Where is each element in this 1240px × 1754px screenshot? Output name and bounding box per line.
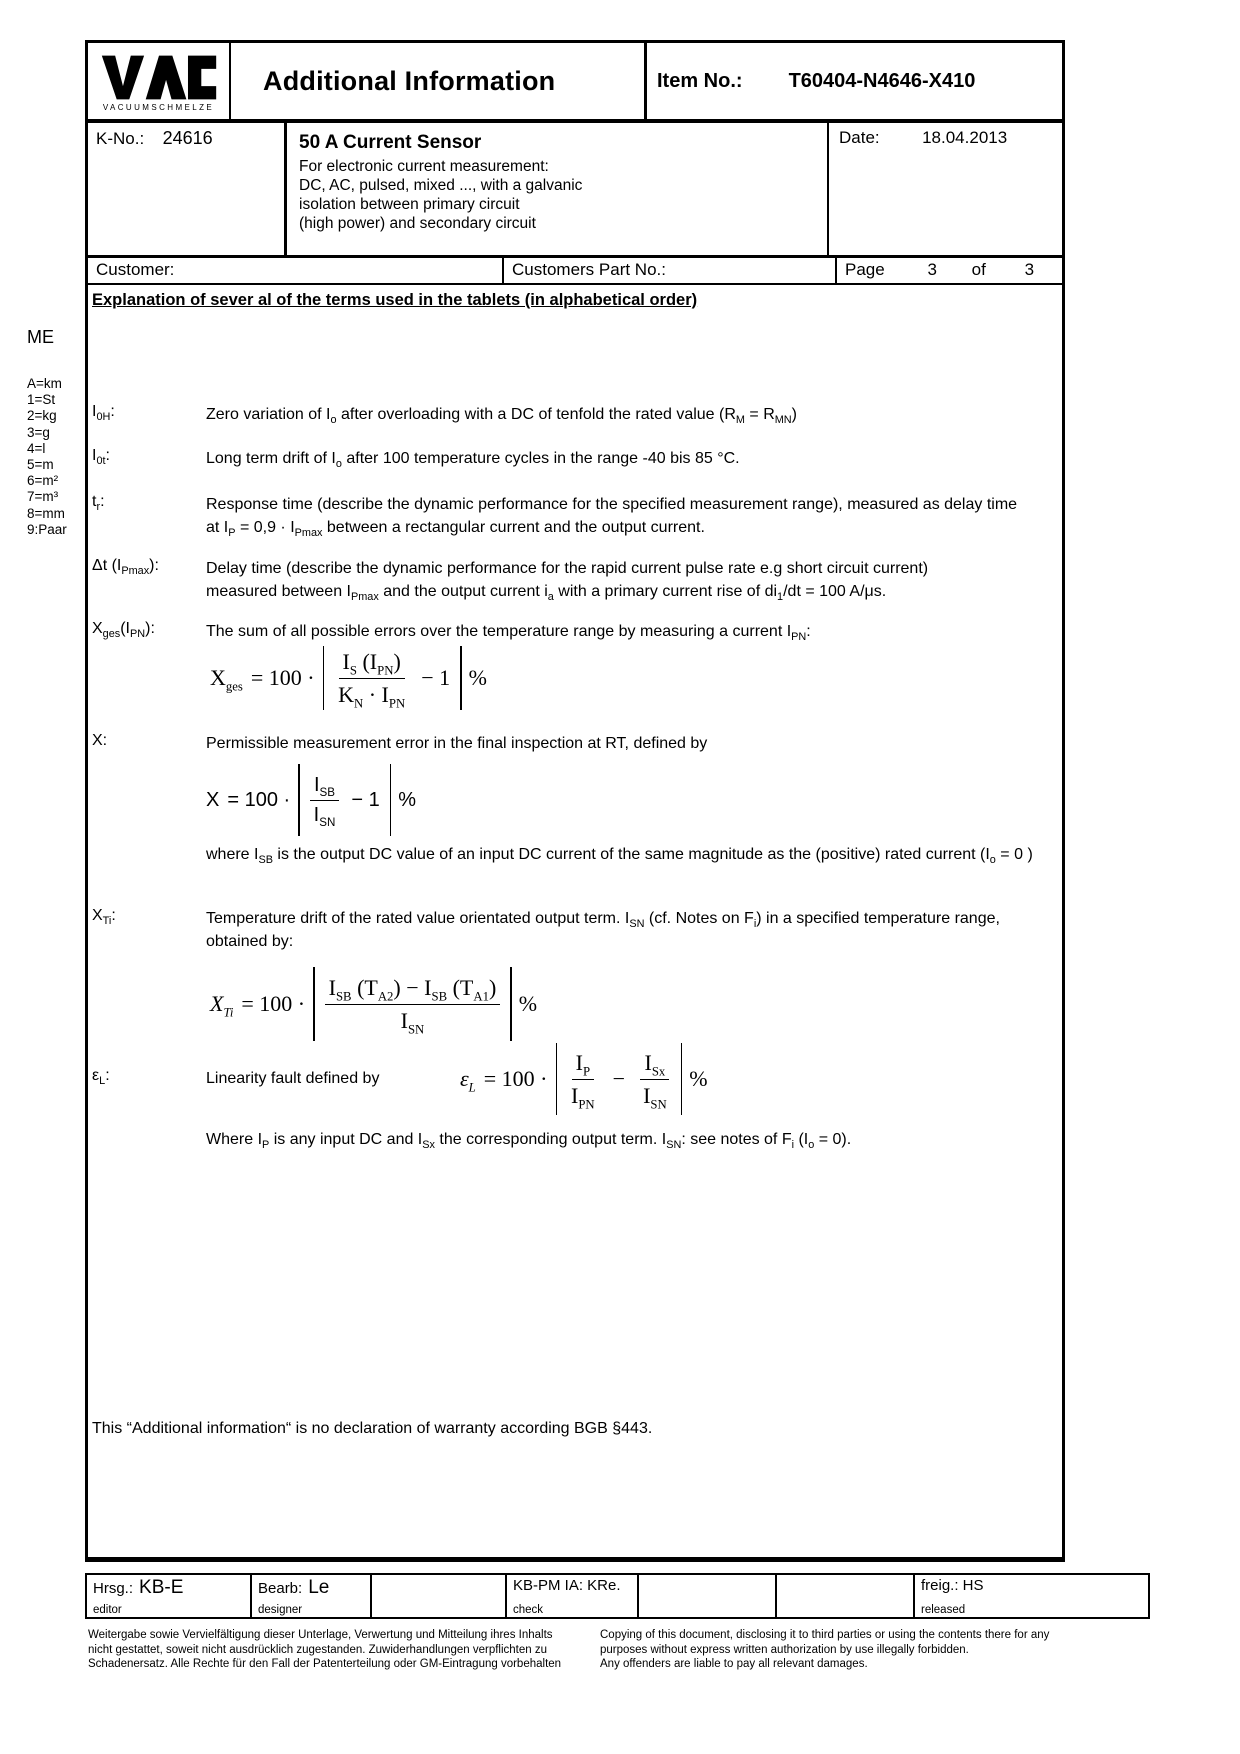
text-x: Permissible measurement error in the final inspection at RT, defined by: [206, 735, 708, 752]
fraction-numerator: $I_S$ $(I_{PN})$: [339, 649, 405, 679]
sign-role: released: [921, 1604, 966, 1616]
warranty-note: This “Additional information“ is no declaration of warranty according BGB §443.: [92, 1420, 653, 1437]
product-description-cell: [284, 123, 829, 255]
abs-bar: [460, 646, 462, 710]
product-title: 50 A Current Sensor: [299, 132, 482, 153]
fraction-numerator: $I_{SB}$: [310, 774, 339, 801]
sign-label: Hrsg.:: [93, 1580, 134, 1597]
xti-formula-unit: %: [518, 991, 538, 1016]
page-label: Page: [845, 260, 885, 279]
legal-en-line: Any offenders are liable to pay all relevant damages.: [600, 1658, 868, 1671]
item-no-label: Item No.:: [657, 69, 743, 92]
text-tr: [206, 493, 1051, 539]
header-row: [88, 43, 1062, 123]
xges-formula-fraction: [334, 649, 409, 708]
text-tr-line1: Response time (describe the dynamic performance for the specified measurement range), measured as delay time: [206, 496, 1018, 513]
xti-formula-lhs: $X_{Ti}$: [210, 991, 234, 1020]
legal-de-line: Weitergabe sowie Vervielfältigung dieser Unterlage, Verwertung und Mitteilung ihres Inhalts: [88, 1629, 553, 1641]
x-formula: [206, 764, 416, 836]
x-formula-unit: %: [398, 788, 416, 811]
fraction-numerator: $I_{Sx}$: [640, 1050, 669, 1080]
date-cell: [829, 123, 1062, 255]
xges-formula-lhs: $X_{ges}$: [210, 665, 243, 694]
date-label: Date:: [839, 128, 880, 147]
xges-formula-eq: = 100 ·: [250, 665, 315, 690]
margin-unit-legend: [27, 376, 67, 538]
el-formula-eq: = 100 ·: [483, 1066, 548, 1091]
unit-legend-item: 1=St: [27, 392, 56, 408]
item-no-cell: [647, 43, 1062, 119]
margin-me-code: ME: [27, 327, 54, 347]
date-value: 18.04.2013: [922, 128, 1008, 147]
logo-wordmark: VACUUMSCHMELZE: [102, 103, 215, 112]
term-i0t: $I_{0t}$:: [92, 447, 110, 468]
fraction-denominator: $I_{SN}$: [313, 803, 336, 829]
sign-role: editor: [93, 1604, 122, 1616]
el-formula-fraction2: [639, 1050, 671, 1109]
term-i0h: $I_{0H}$:: [92, 403, 115, 424]
text-xges: The sum of all possible errors over the temperature range by measuring a current $I_{PN}$:: [206, 623, 811, 644]
k-no-value: 24616: [162, 128, 213, 148]
sign-role: check: [513, 1604, 544, 1616]
term-dt: Δt $(I_{Pmax})$:: [92, 557, 159, 578]
sign-cell-released: [915, 1575, 1148, 1617]
unit-legend-item: 3=g: [27, 424, 50, 440]
sign-cell-designer: [252, 1575, 372, 1617]
xti-formula-fraction: [325, 975, 501, 1034]
unit-legend-item: A=km: [27, 376, 62, 391]
text-el-lead: Linearity fault defined by: [206, 1070, 380, 1087]
el-formula: [460, 1043, 708, 1115]
signature-table: [85, 1573, 1150, 1619]
x-formula-tail: − 1: [351, 788, 380, 811]
note-x: where $I_{SB}$ is the output DC value of an input DC current of the same magnitude as the (positive) rated current ($I_o = 0$ ): [206, 846, 1033, 867]
unit-legend-item: 5=m: [27, 457, 54, 473]
product-desc-line: (high power) and secondary circuit: [299, 215, 536, 232]
product-desc-line: DC, AC, pulsed, mixed ..., with a galvanic: [299, 177, 583, 194]
unit-legend-item: 8=mm: [27, 505, 65, 521]
abs-bar: [298, 764, 300, 836]
logo-cell: [88, 43, 231, 119]
xges-formula-unit: %: [468, 665, 487, 690]
term-xges: $X_{ges}(I_{PN})$:: [92, 620, 155, 641]
fraction-denominator: $I_{SN}$: [400, 1007, 425, 1036]
text-dt-line2: measured between $I_{Pmax}$ and the output current $i_a$ with a primary current rise of $di_1/dt = 100$ A/μs.: [206, 583, 887, 604]
unit-legend-item: 6=m²: [27, 473, 59, 489]
term-el: $\varepsilon_L$:: [92, 1067, 110, 1088]
unit-legend-item: 9:Paar: [27, 521, 67, 537]
el-formula-minus: −: [612, 1066, 626, 1091]
text-xti-line2: obtained by:: [206, 933, 294, 950]
text-i0t: Long term drift of $I_o$ after 100 temperature cycles in the range -40 bis 85 °C.: [206, 450, 740, 471]
sign-cell-empty: [372, 1575, 507, 1617]
sign-value: Le: [308, 1577, 330, 1598]
xti-formula: [210, 967, 537, 1041]
vac-logo-icon: [100, 54, 218, 101]
sign-label: freig.: HS: [921, 1577, 984, 1594]
abs-bar: [556, 1043, 558, 1115]
el-formula-unit: %: [689, 1066, 708, 1091]
abs-bar: [390, 764, 392, 836]
legal-de-line: nicht gestattet, soweit nicht ausdrücklich zugestanden. Zuwiderhandlungen verpflichten zu: [88, 1643, 547, 1656]
legal-en-line: Copying of this document, disclosing it to third parties or using the contents there for any: [600, 1629, 1050, 1641]
text-xti-line1: Temperature drift of the rated value orientated output term. $I_{SN}$ (cf. Notes on $F_i$) in a specified temperature range,: [206, 910, 1000, 931]
sign-cell-check: [507, 1575, 639, 1617]
x-formula-fraction: [310, 774, 340, 827]
k-no-cell: [88, 123, 284, 255]
sign-label: KB-PM IA: KRe.: [513, 1577, 621, 1594]
xges-formula-tail: − 1: [421, 665, 451, 690]
unit-legend-item: 7=m³: [27, 489, 59, 505]
text-tr-line2: at $I_P = 0,9 \cdot I_{Pmax}$ between a rectangular current and the output current.: [206, 519, 705, 540]
fraction-denominator: $I_{PN}$: [571, 1082, 595, 1111]
term-tr: $t_r$:: [92, 493, 105, 514]
content-area: [88, 285, 1062, 1557]
el-formula-fraction1: [567, 1050, 599, 1109]
sign-cell-editor: [87, 1575, 252, 1617]
fraction-denominator: $I_{SN}$: [643, 1082, 667, 1111]
sign-cell-empty: [777, 1575, 915, 1617]
abs-bar: [323, 646, 325, 710]
text-i0h: Zero variation of $I_o$ after overloading with a DC of tenfold the rated value $(R_M = R_{MN})$: [206, 406, 797, 427]
sign-cell-empty: [639, 1575, 777, 1617]
k-no-label: K-No.:: [96, 129, 145, 148]
customers-part-no-label: Customers Part No.:: [502, 258, 835, 283]
abs-bar: [681, 1043, 683, 1115]
product-row: [88, 123, 1062, 258]
page-number: 3: [927, 260, 937, 279]
customer-label: Customer:: [96, 260, 175, 279]
xti-formula-eq: = 100 ·: [241, 991, 306, 1016]
item-no-value: T60404-N4646-X410: [788, 69, 976, 92]
xges-formula: [210, 646, 487, 710]
legal-text-english: [600, 1628, 1080, 1672]
sign-role: designer: [258, 1604, 303, 1616]
note-el: Where $I_P$ is any input DC and $I_{Sx}$ the corresponding output term. $I_{SN}$: see notes of $F_i$ $(I_o = 0)$.: [206, 1131, 852, 1152]
fraction-denominator: $K_N \cdot I_{PN}$: [338, 681, 406, 710]
x-formula-eq: = 100 ·: [227, 788, 291, 811]
x-formula-lhs: X: [206, 788, 220, 811]
product-desc-line: For electronic current measurement:: [299, 158, 549, 175]
term-x: X:: [92, 732, 108, 749]
abs-bar: [510, 967, 512, 1041]
customer-row: [88, 258, 1062, 285]
section-heading: Explanation of sever al of the terms used in the tablets (in alphabetical order): [92, 291, 698, 309]
abs-bar: [313, 967, 315, 1041]
sign-value: KB-E: [139, 1577, 184, 1598]
legal-en-line: purposes without express written authorization by use illegally forbidden.: [600, 1643, 969, 1656]
unit-legend-item: 4=l: [27, 440, 46, 456]
legal-de-line: Schadenersatz. Alle Rechte für den Fall der Patenterteilung oder GM-Eintragung vorbehalten: [88, 1658, 562, 1671]
text-dt-line1: Delay time (describe the dynamic performance for the rapid current pulse rate e.g short circuit current): [206, 560, 929, 577]
page-indicator: [835, 258, 1062, 283]
product-desc-line: isolation between primary circuit: [299, 196, 520, 213]
page-of: of: [971, 260, 986, 279]
el-formula-lhs: $\varepsilon_L$: [460, 1066, 476, 1095]
fraction-numerator: $I_P$: [572, 1050, 594, 1080]
text-dt: [206, 557, 1051, 603]
page-total: 3: [1024, 260, 1035, 279]
document-frame: [85, 40, 1065, 1562]
term-xti: $X_{Ti}$:: [92, 907, 116, 928]
sign-label: Bearb:: [258, 1580, 303, 1597]
legal-text-german: [88, 1628, 593, 1672]
text-xti: [206, 907, 1051, 953]
fraction-numerator: $I_{SB}$ $(T_{A2}) - I_{SB}$ $(T_{A1})$: [325, 975, 501, 1005]
document-title: Additional Information: [231, 43, 647, 119]
unit-legend-item: 2=kg: [27, 408, 57, 424]
